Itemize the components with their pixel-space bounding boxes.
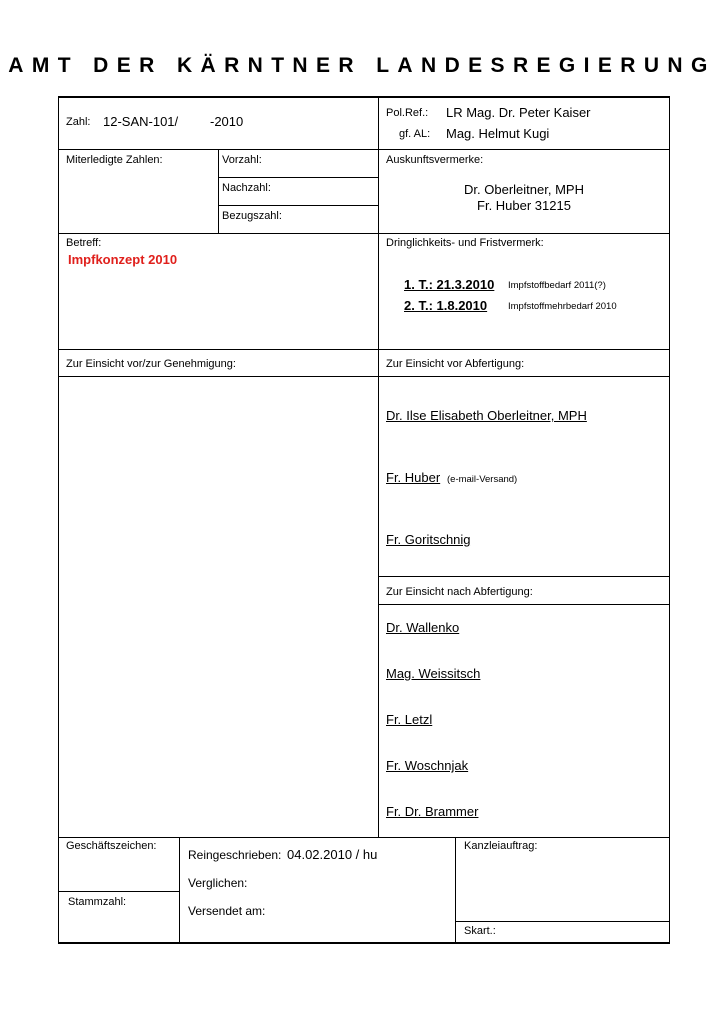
frist-1-note: Impfstoffbedarf 2011(?): [508, 280, 606, 291]
skart-label: Skart.:: [464, 925, 496, 937]
betreff-value: Impfkonzept 2010: [68, 252, 178, 267]
reingeschrieben-label: Reingeschrieben:: [188, 848, 282, 862]
stammzahl-label: Stammzahl:: [68, 896, 127, 908]
einsicht-nach-name: Fr. Woschnjak: [386, 758, 469, 773]
einsicht-vor-label: Zur Einsicht vor Abfertigung:: [386, 358, 525, 370]
einsicht-nach-name: Mag. Weissitsch: [386, 666, 481, 681]
row-divider: [58, 376, 670, 377]
row-divider: [218, 177, 378, 178]
einsicht-vor-name: Dr. Ilse Elisabeth Oberleitner, MPH: [386, 408, 587, 423]
column-divider: [455, 837, 456, 944]
geschaeftszeichen-label: Geschäftszeichen:: [66, 840, 157, 852]
row-divider: [378, 576, 670, 577]
row-divider: [58, 233, 670, 234]
polref-value: LR Mag. Dr. Peter Kaiser: [446, 105, 591, 120]
einsicht-nach-name: Fr. Letzl: [386, 712, 433, 727]
auskunft-line1: Dr. Oberleitner, MPH: [464, 182, 584, 197]
column-divider: [179, 837, 180, 944]
verglichen-label: Verglichen:: [188, 876, 248, 890]
frist-2-note: Impfstoffmehrbedarf 2010: [508, 301, 617, 312]
bezugszahl-label: Bezugszahl:: [222, 210, 282, 222]
nachzahl-label: Nachzahl:: [222, 182, 271, 194]
betreff-label: Betreff:: [66, 237, 102, 249]
row-divider: [58, 349, 670, 350]
miterledigt-label: Miterledigte Zahlen:: [66, 154, 163, 166]
row-divider: [58, 149, 670, 150]
einsicht-vor-name: Fr. Goritschnig: [386, 532, 471, 547]
kanzleiauftrag-label: Kanzleiauftrag:: [464, 840, 538, 852]
row-divider: [58, 891, 179, 892]
page-title: AMT DER KÄRNTNER LANDESREGIERUNG: [8, 54, 716, 77]
reingeschrieben-value: 04.02.2010 / hu: [287, 847, 378, 862]
einsicht-genehmigung-label: Zur Einsicht vor/zur Genehmigung:: [66, 358, 236, 370]
versendet-label: Versendet am:: [188, 904, 266, 918]
einsicht-nach-name: Dr. Wallenko: [386, 620, 460, 635]
zahl-label: Zahl:: [66, 116, 91, 128]
form-frame: [58, 96, 670, 944]
frist-2-date: 2. T.: 1.8.2010: [404, 298, 488, 313]
einsicht-vor-name: Fr. Huber: [386, 470, 441, 485]
zahl-year: -2010: [210, 114, 244, 129]
auskunft-label: Auskunftsvermerke:: [386, 154, 484, 166]
frist-1-date: 1. T.: 21.3.2010: [404, 277, 495, 292]
einsicht-nach-label: Zur Einsicht nach Abfertigung:: [386, 586, 533, 598]
zahl-value: 12-SAN-101/: [103, 114, 179, 129]
row-divider: [218, 205, 378, 206]
row-divider: [378, 604, 670, 605]
al-value: Mag. Helmut Kugi: [446, 126, 550, 141]
einsicht-nach-name: Fr. Dr. Brammer: [386, 804, 479, 819]
dringlichkeit-label: Dringlichkeits- und Fristvermerk:: [386, 237, 544, 249]
vorzahl-label: Vorzahl:: [222, 154, 262, 166]
al-label: gf. AL:: [399, 128, 431, 140]
polref-label: Pol.Ref.:: [386, 107, 429, 119]
einsicht-vor-note: (e-mail-Versand): [447, 474, 518, 485]
row-divider: [455, 921, 670, 922]
auskunft-line2: Fr. Huber 31215: [477, 198, 571, 213]
row-divider: [58, 837, 670, 838]
column-divider: [218, 149, 219, 233]
